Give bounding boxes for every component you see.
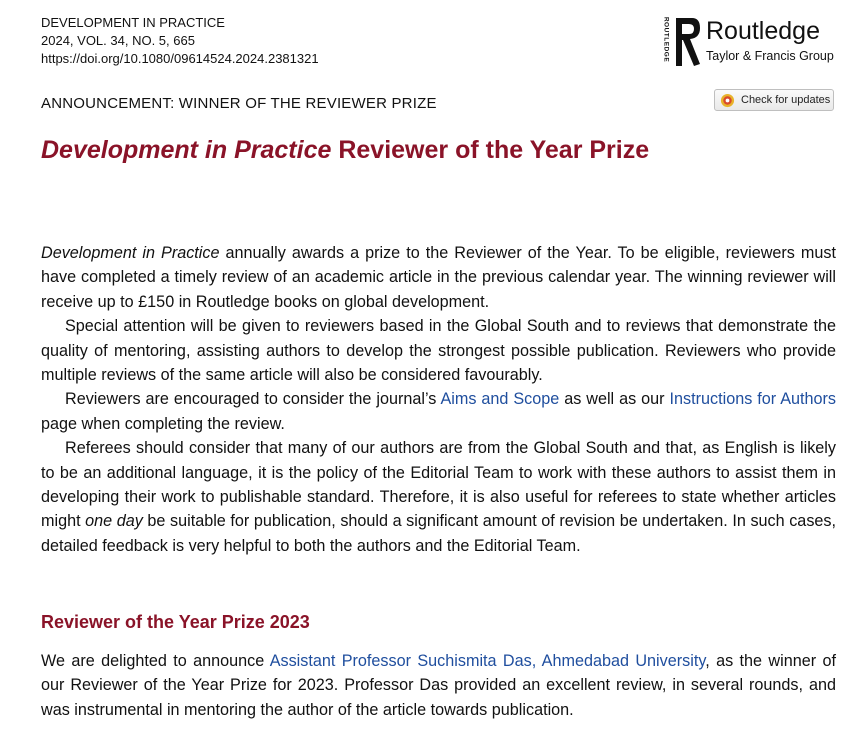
routledge-logo-icon	[672, 16, 702, 68]
publisher-group: Taylor & Francis Group	[706, 49, 834, 63]
aims-and-scope-link[interactable]: Aims and Scope	[440, 390, 560, 409]
p3-text-b: as well as our	[559, 390, 670, 409]
winner-link[interactable]: Assistant Professor Suchismita Das, Ahmedabad University	[269, 652, 706, 670]
page-title	[41, 136, 649, 165]
instructions-for-authors-link[interactable]: Instructions for Authors	[669, 390, 836, 409]
title-rest: Reviewer of the Year Prize	[331, 136, 650, 164]
p3-text-c: page when completing the review.	[41, 414, 285, 433]
p4-text-a: Referees should consider that many of our authors are from the Global South and that, as English is likely to be an additional language, it is the policy of the Editorial Team to work with these authors to assist them in developing their work to publishable standard. Therefore, it is also useful for referees to state whether articles might	[41, 439, 836, 531]
prize-paragraph	[41, 649, 836, 722]
section-type: ANNOUNCEMENT: WINNER OF THE REVIEWER PRIZE	[41, 95, 437, 112]
title-journal-italic: Development in Practice	[41, 136, 332, 164]
check-for-updates-button[interactable]	[714, 89, 834, 111]
journal-doi[interactable]: https://doi.org/10.1080/09614524.2024.2381321	[41, 51, 319, 66]
article-body	[41, 241, 836, 558]
paragraph-2: Special attention will be given to reviewers based in the Global South and to reviews that demonstrate the quality of mentoring, assisting authors to develop the strongest possible publication. Reviewers who provide multiple reviews of the same article will also be considered favourably.	[41, 317, 836, 385]
publisher-logo	[662, 14, 840, 70]
p3-text-a: Reviewers are encouraged to consider the journal’s	[65, 390, 441, 409]
paragraph-1	[41, 241, 836, 314]
p1-italic: Development in Practice	[41, 244, 220, 262]
p1-text: annually awards a prize to the Reviewer of the Year. To be eligible, reviewers must have completed a timely review of an academic article in the previous calendar year. The winning reviewer will receive up to £150 in Routledge books on global development.	[41, 244, 836, 311]
paragraph-3	[41, 387, 836, 436]
prize-section-heading: Reviewer of the Year Prize 2023	[41, 612, 310, 632]
publisher-brand: Routledge	[706, 17, 820, 45]
check-updates-icon	[720, 93, 735, 108]
prize-text-b: , as the winner of our Reviewer of the Year Prize for 2023. Professor Das provided an excellent review, in several rounds, and was instrumental in mentoring the author of the article towards publication.	[41, 652, 836, 719]
publisher-vertical-text: ROUTLEDGE	[662, 16, 670, 63]
check-for-updates-label: Check for updates	[741, 94, 831, 106]
paragraph-4	[41, 436, 836, 558]
p4-text-b: be suitable for publication, should a significant amount of revision be undertaken. In such cases, detailed feedback is very helpful to both the authors and the Editorial Team.	[41, 512, 837, 555]
journal-meta	[41, 14, 319, 68]
p4-italic: one day	[85, 512, 143, 531]
journal-volume: 2024, VOL. 34, NO. 5, 665	[41, 33, 195, 48]
journal-name: DEVELOPMENT IN PRACTICE	[41, 15, 225, 30]
prize-announcement	[41, 649, 836, 722]
prize-text-a: We are delighted to announce	[41, 652, 270, 670]
